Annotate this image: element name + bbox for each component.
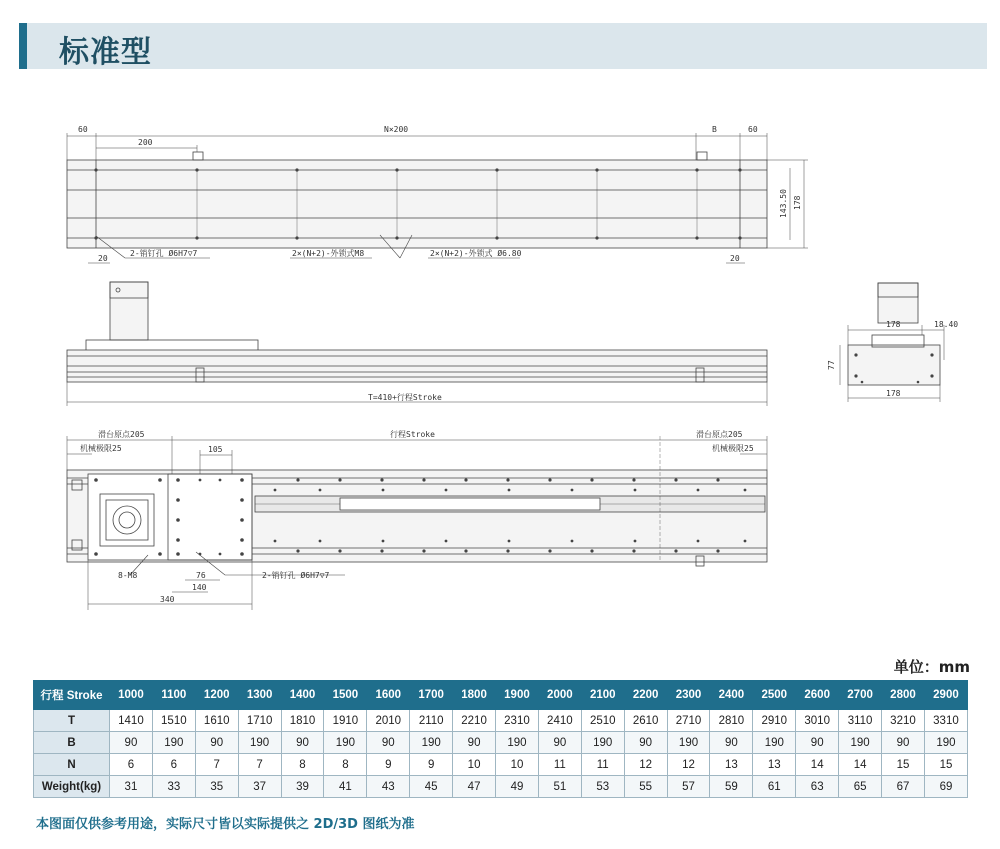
- dim-end-178-bottom: 178: [886, 389, 901, 398]
- table-header-row: [34, 681, 968, 710]
- table-cell: 1910: [324, 710, 367, 732]
- header-stroke-value: 1600: [367, 681, 410, 710]
- header-stroke-value: 1300: [238, 681, 281, 710]
- table-cell: 2310: [496, 710, 539, 732]
- spec-table: [33, 680, 968, 798]
- table-cell: 13: [710, 754, 753, 776]
- table-cell: 59: [710, 776, 753, 798]
- header-stroke-value: 2500: [753, 681, 796, 710]
- dim-right-20: 20: [730, 254, 740, 263]
- table-cell: 2810: [710, 710, 753, 732]
- table-cell: 2710: [667, 710, 710, 732]
- table-cell: 190: [496, 732, 539, 754]
- row-label: T: [34, 710, 110, 732]
- table-cell: 14: [839, 754, 882, 776]
- table-cell: 8: [281, 754, 324, 776]
- callout-outer-m8: 2×(N+2)-外锁式M8: [292, 249, 365, 258]
- table-cell: 2610: [624, 710, 667, 732]
- table-cell: 90: [710, 732, 753, 754]
- header-stroke-value: 2700: [839, 681, 882, 710]
- table-cell: 31: [110, 776, 153, 798]
- table-cell: 190: [238, 732, 281, 754]
- table-cell: 1810: [281, 710, 324, 732]
- table-cell: 190: [581, 732, 624, 754]
- row-label: B: [34, 732, 110, 754]
- callout-pin-holes-top: 2-销钉孔 Ø6H7▽7: [130, 249, 198, 258]
- table-cell: 33: [152, 776, 195, 798]
- table-cell: 3110: [839, 710, 882, 732]
- dim-105: 105: [208, 445, 223, 454]
- dim-height-178: 178: [793, 195, 802, 210]
- table-cell: 2410: [538, 710, 581, 732]
- header-stroke-value: 2000: [538, 681, 581, 710]
- dim-n-x-200: N×200: [384, 125, 409, 134]
- table-cell: 49: [496, 776, 539, 798]
- callout-pin-holes-plan: 2-销钉孔 Ø6H7▽7: [262, 571, 330, 580]
- header-stroke-value: 1000: [110, 681, 153, 710]
- table-cell: 7: [238, 754, 281, 776]
- callout-8-m8: 8-M8: [118, 571, 138, 580]
- table-cell: 190: [924, 732, 967, 754]
- table-cell: 57: [667, 776, 710, 798]
- header-stroke-value: 2400: [710, 681, 753, 710]
- table-row: [34, 776, 968, 798]
- table-cell: 190: [324, 732, 367, 754]
- table-cell: 14: [796, 754, 839, 776]
- page-title: 标准型: [59, 35, 152, 70]
- end-view: [840, 283, 944, 402]
- dim-76: 76: [196, 571, 206, 580]
- dim-end-178-top: 178: [886, 320, 901, 329]
- table-cell: 90: [195, 732, 238, 754]
- table-cell: 8: [324, 754, 367, 776]
- table-cell: 13: [753, 754, 796, 776]
- table-cell: 69: [924, 776, 967, 798]
- header-stroke-value: 1800: [453, 681, 496, 710]
- table-row: [34, 732, 968, 754]
- header-stroke-value: 1700: [410, 681, 453, 710]
- table-cell: 15: [882, 754, 925, 776]
- table-cell: 2010: [367, 710, 410, 732]
- table-cell: 90: [882, 732, 925, 754]
- table-cell: 35: [195, 776, 238, 798]
- table-cell: 2210: [453, 710, 496, 732]
- table-cell: 1510: [152, 710, 195, 732]
- label-stroke: 行程Stroke: [390, 430, 435, 439]
- table-cell: 10: [453, 754, 496, 776]
- header-stroke-value: 2100: [581, 681, 624, 710]
- table-cell: 90: [624, 732, 667, 754]
- table-cell: 12: [667, 754, 710, 776]
- table-row: [34, 710, 968, 732]
- label-origin-right: 滑台原点205: [696, 430, 743, 439]
- table-cell: 9: [410, 754, 453, 776]
- dim-left-60: 60: [78, 125, 88, 134]
- header-stroke-value: 2200: [624, 681, 667, 710]
- dim-b: B: [712, 125, 717, 134]
- table-cell: 90: [367, 732, 410, 754]
- header-stroke-value: 2600: [796, 681, 839, 710]
- table-cell: 41: [324, 776, 367, 798]
- row-label: Weight(kg): [34, 776, 110, 798]
- table-cell: 90: [538, 732, 581, 754]
- header-stroke-label: 行程 Stroke: [34, 681, 110, 710]
- table-cell: 55: [624, 776, 667, 798]
- dim-end-18-40: 18.40: [934, 320, 959, 329]
- table-cell: 1610: [195, 710, 238, 732]
- table-cell: 2910: [753, 710, 796, 732]
- callout-outer-6-80: 2×(N+2)-外锁式 Ø6.80: [430, 249, 522, 258]
- table-cell: 3210: [882, 710, 925, 732]
- table-row: [34, 754, 968, 776]
- table-cell: 6: [110, 754, 153, 776]
- table-cell: 45: [410, 776, 453, 798]
- dim-total-length: T=410+行程Stroke: [368, 393, 442, 402]
- table-cell: 2510: [581, 710, 624, 732]
- plan-view: [67, 436, 767, 610]
- table-cell: 39: [281, 776, 324, 798]
- footnote: 本图面仅供参考用途，实际尺寸皆以实际提供之 2D/3D 图纸为准: [36, 817, 415, 832]
- table-cell: 37: [238, 776, 281, 798]
- table-cell: 1710: [238, 710, 281, 732]
- label-origin-left: 滑台原点205: [98, 430, 145, 439]
- table-cell: 53: [581, 776, 624, 798]
- table-cell: 190: [839, 732, 882, 754]
- dim-200: 200: [138, 138, 153, 147]
- table-cell: 63: [796, 776, 839, 798]
- header-stroke-value: 2900: [924, 681, 967, 710]
- table-cell: 11: [538, 754, 581, 776]
- header-stroke-value: 1900: [496, 681, 539, 710]
- dim-140: 140: [192, 583, 207, 592]
- header-stroke-value: 2300: [667, 681, 710, 710]
- dim-height-143-50: 143.50: [779, 189, 788, 218]
- table-cell: 10: [496, 754, 539, 776]
- label-limit-right: 机械极限25: [712, 444, 754, 453]
- dim-left-20: 20: [98, 254, 108, 263]
- table-cell: 15: [924, 754, 967, 776]
- header-stroke-value: 1100: [152, 681, 195, 710]
- side-view: [67, 282, 767, 406]
- table-cell: 51: [538, 776, 581, 798]
- header-stroke-value: 1200: [195, 681, 238, 710]
- table-cell: 1410: [110, 710, 153, 732]
- label-limit-left: 机械极限25: [80, 444, 122, 453]
- table-cell: 3310: [924, 710, 967, 732]
- dim-340: 340: [160, 595, 175, 604]
- table-cell: 67: [882, 776, 925, 798]
- table-cell: 7: [195, 754, 238, 776]
- table-cell: 6: [152, 754, 195, 776]
- table-cell: 90: [110, 732, 153, 754]
- table-cell: 61: [753, 776, 796, 798]
- table-cell: 2110: [410, 710, 453, 732]
- table-cell: 190: [667, 732, 710, 754]
- table-cell: 3010: [796, 710, 839, 732]
- table-cell: 43: [367, 776, 410, 798]
- table-cell: 9: [367, 754, 410, 776]
- table-cell: 190: [410, 732, 453, 754]
- table-cell: 11: [581, 754, 624, 776]
- header-stroke-value: 2800: [882, 681, 925, 710]
- table-cell: 90: [453, 732, 496, 754]
- table-cell: 90: [796, 732, 839, 754]
- table-cell: 190: [753, 732, 796, 754]
- row-label: N: [34, 754, 110, 776]
- table-cell: 65: [839, 776, 882, 798]
- unit-label: 单位：mm: [893, 658, 970, 676]
- table-cell: 190: [152, 732, 195, 754]
- dim-right-60: 60: [748, 125, 758, 134]
- top-view: [67, 133, 808, 263]
- header-stroke-value: 1500: [324, 681, 367, 710]
- dim-end-77: 77: [827, 360, 836, 370]
- table-cell: 47: [453, 776, 496, 798]
- table-cell: 90: [281, 732, 324, 754]
- table-cell: 12: [624, 754, 667, 776]
- header-stroke-value: 1400: [281, 681, 324, 710]
